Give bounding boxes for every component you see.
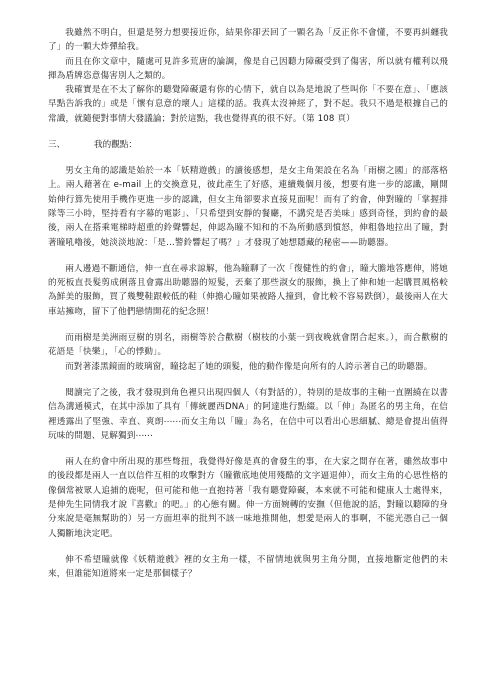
paragraph-2: 而且在你文章中，隨處可見許多荒唐的論調，像是自己因聽力障礙受到了傷害，所以就有權利以飛揮為盾牌恣意傷害別人之類的。 xyxy=(48,56,448,81)
paragraph-4: 男女主角的認識是始於一本「妖精遊戲」的讀後感想，是女主角架設在名為「雨樹之國」的部落格上。兩人藉著在 e-mail 上的交換意見，彼此產生了好感，連續幾個月後，想要有進一步的認識，剛開始伸行算先使用手機作更進一步的認識，但女主角卻要求直接見面呢！而有了約會，伸對瞳的「掌握排隊等三小時，堅持看有字幕的電影」、「只希望到安靜的餐廳，不講究是否美味」感到奇怪，到約會的最後，兩人在搭乘電梯時超重的鈴聲響起，伸認為瞳不知和的不為所動感到憤怒，伸粗魯地拉出了瞳，對著瞳吼嚕後，她淡淡地說：「是…警鈴響起了嗎？」才發現了她想隱藏的秘密——助聽器。 xyxy=(48,166,448,248)
paragraph-5: 兩人邊過不斷通信，伸一直在尋求諒解，他為瞳聊了一次「復健性的約會」，瞳大膽地答應伸，將她的死板直長髮剪成俐落且會露出助聽器的短髮，丟棄了那些淑女的服飾，換上了伸和她一起購買風格較為鮮美的服飾，買了幾雙鞋跟較低的鞋（伸擔心瞳如果被路人撞到，會比較不容易跌倒），最後兩人在大車站擁吻，留下了他們戀情開花的紀念照！ xyxy=(48,263,448,317)
paragraph-1: 我雖然不明白，但還是努力想要接近你，結果你卻丟回了一顆名為「反正你不會懂，不要再糾纏我了」的一顆大炸彈給我。 xyxy=(48,28,448,53)
paragraph-6: 而雨樹是美洲雨豆樹的別名，雨樹等於合歡樹（樹枝的小葉一到夜晚就會閉合起來。），而合歡樹的花語是「快樂」，「心的悸動」。 xyxy=(48,333,448,358)
paragraph-10: 伸不希望瞳就像《妖精遊戲》裡的女主角一樣，不留情地就與男主角分開，直接地斷定他們的未來，但誰能知道將來一定是那個樣子？ xyxy=(48,554,448,580)
section-title: 我的觀點： xyxy=(94,140,137,151)
section-heading xyxy=(48,138,448,152)
section-number: 三、 xyxy=(48,140,66,151)
paragraph-3: 我確實是在不太了解你的聽覺障礙還有你的心情下，就自以為是地說了些叫你「不要在意」、「應該早點告訴我的」或是「懷有息意的壞人」這樣的話。我真太沒神經了，對不起。我只不過是根據自己的常識，就隨便對事情大發議論；對於這點，我也覺得真的很不好。（第 108 頁） xyxy=(48,85,448,124)
paragraph-9: 兩人在約會中所出現的那些彆扭，我覺得好像是真的會發生的事，在大家之間存在著，雖然故事中的後段都是兩人一直以信件互相的攻擊對方（瞳徹底地使用殘酷的文字逼退伸），而女主角的心思性格的像個常被眾人追捕的鹿呢，但可能和他一直抱持著「我有聽覺障礙，本來就不可能和健康人士處得來，是伸先生同情我才說『喜歡』的吧。」的心態有關。伸一方面婉轉的安撫（但他說的話，對瞳以聽障的身分來說是毫無幫助的）另一方面坦率的批判不該一味地推開他，想愛是兩人的事啊，不能光憑自己一個人獨斷地決定吧。 xyxy=(48,457,448,539)
paragraph-7: 而對著漆黑鏡面的玻璃窗，瞳捻起了她的頭髮，他的動作像是向所有的人誇示著自己的助聽器。 xyxy=(65,361,433,372)
paragraph-8: 閱讀完了之後，我才發現到角色裡只出現四個人（有對話的），特別的是故事的主軸一直圍繞在以書信為溝通模式，在其中添加了具有「傳統麗西DNA」的阿達進行點綴。以「伸」為匿名的男主角，在信裡透露出了堅強、幸直、爽朗⋯⋯而女主角以「瞳」為名，在信中可以看出心思細膩、總是會提出值得玩味的問題、見解獨到⋯⋯ xyxy=(48,387,448,441)
